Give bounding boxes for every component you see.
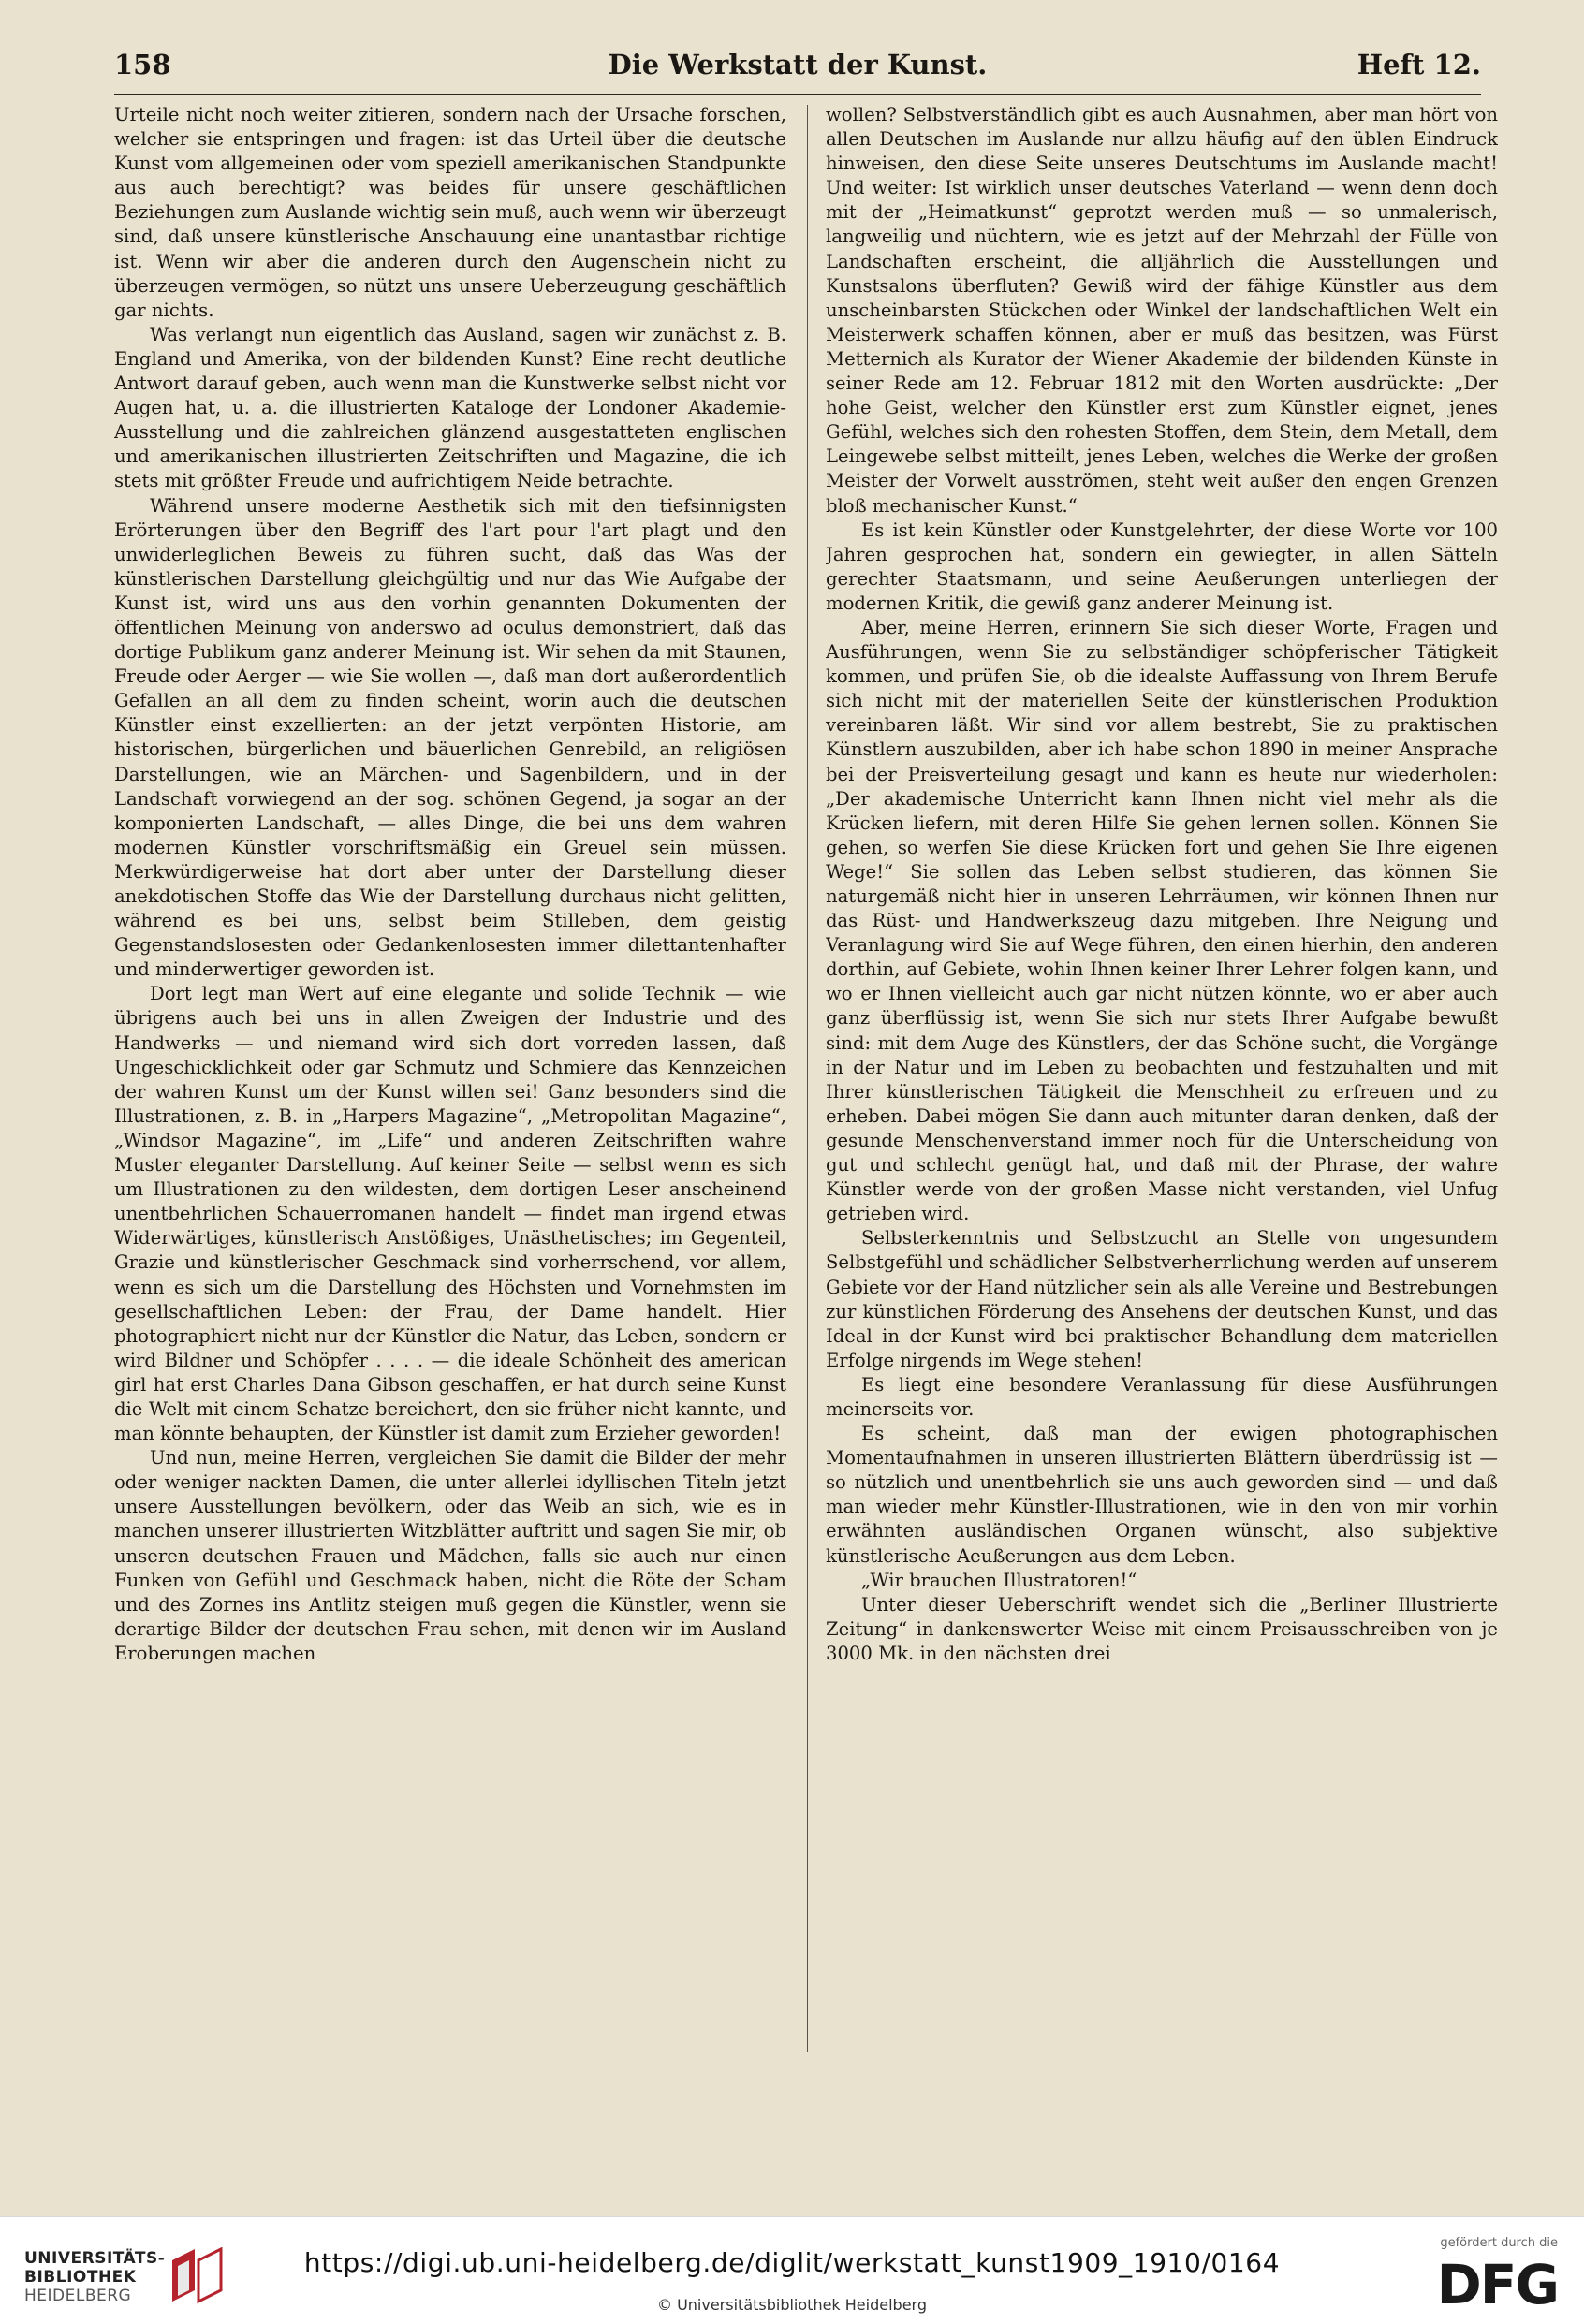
right-text-column xyxy=(826,103,1498,2059)
issue-label: Heft 12. xyxy=(1357,49,1481,80)
left-text-column xyxy=(114,103,786,2059)
paragraph: Dort legt man Wert auf eine elegante und solide Technik — wie übrigens auch bei uns in allen Zweigen der Industrie und des Handwerks — und niemand wird sich dort vorreden lassen, daß Ungeschicklichkeit oder gar Schmutz und Schmiere das Kennzeichen der wahren Kunst um der Kunst willen sei! Ganz besonders sind die Illustrationen, z. B. in „Harpers Magazine“, „Metropolitan Magazine“, „Windsor Magazine“, im „Life“ und anderen Zeitschriften wahre Muster eleganter Darstellung. Auf keiner Seite — selbst wenn es sich um Illustrationen zu den wildesten, dem dortigen Leser anscheinend unentbehrlichen Schauerromanen handelt — findet man irgend etwas Widerwärtiges, künstlerisch Anstößiges, Unästhetisches; im Gegenteil, Grazie und künstlerischer Geschmack sind vorherrschend, vor allem, wenn es sich um die Darstellung des Höchsten und Vornehmsten im gesellschaftlichen Leben: der Frau, der Dame handelt. Hier photographiert nicht nur der Künstler die Natur, das Leben, sondern er wird Bildner und Schöpfer . . . . — die ideale Schönheit des american girl hat erst Charles Dana Gibson geschaffen, er hat durch seine Kunst die Welt mit einem Schatze bereichert, den sie früher nicht kannte, und man könnte behaupten, der Künstler ist damit zum Erzieher geworden! xyxy=(114,983,786,1445)
library-name-line: BIBLIOTHEK xyxy=(24,2268,137,2287)
paragraph: Es liegt eine besondere Veranlassung für diese Ausführungen meinerseits vor. xyxy=(826,1373,1498,1420)
running-head xyxy=(114,43,1481,90)
paragraph: Während unsere moderne Aesthetik sich mit den tiefsinnigsten Erörterungen über den Begriff des l'art pour l'art plagt und den unwiderleglichen Beweis zu führen sucht, daß das Was der künstlerischen Darstellung gleichgültig und nur das Wie Aufgabe der Kunst ist, wird uns aus den vorhin genannten Dokumenten der öffentlichen Meinung von anderswo ad oculus demonstriert, daß das dortige Publikum ganz anderer Meinung ist. Wir sehen da mit Staunen, Freude oder Aerger — wie Sie wollen —, daß man dort außerordentlich Gefallen an all dem zu finden scheint, worin auch die deutschen Künstler einst exzellierten: an der jetzt verpönten Historie, am historischen, bürgerlichen und bäuerlichen Genrebild, an religiösen Darstellungen, wie an Märchen- und Sagenbildern, und in der Landschaft vorwiegend an der sog. schönen Gegend, ja sogar an der komponierten Landschaft, — alles Dinge, die bei uns dem wahren modernen Künstler vorschriftsmäßig ein Greuel sein müssen. Merkwürdigerweise hat dort aber unter der Darstellung dieser anekdotischen Stoffe das Wie der Darstellung durchaus nicht gelitten, während es bei uns, selbst beim Stilleben, dem geistig Gegenstandslosesten oder Gedankenlosesten immer dilettantenhafter und minderwertiger geworden ist. xyxy=(114,494,786,981)
viewer-footer xyxy=(0,2216,1584,2324)
funder-block[interactable] xyxy=(1408,2236,1558,2315)
paragraph: Aber, meine Herren, erinnern Sie sich dieser Worte, Fragen und Ausführungen, wenn Sie zu selbständiger schöpferischer Tätigkeit kommen, und prüfen Sie, ob die idealste Auffassung von Ihrem Berufe sich nicht mit der materiellen Seite der künstlerischen Produktion vereinbaren läßt. Wir sind vor allem bestrebt, Sie zu praktischen Künstlern auszubilden, aber ich habe schon 1890 in meiner Ansprache bei der Preisverteilung gesagt und kann es heute nur wiederholen: „Der akademische Unterricht kann Ihnen nicht viel mehr als die Krücken liefern, mit deren Hilfe Sie gehen lernen sollen. Können Sie gehen, so werfen Sie diese Krücken fort und gehen Sie Ihre eigenen Wege!“ Sie sollen das Leben selbst studieren, das können Sie naturgemäß nicht hier in unseren Lehrräumen, wir können Ihnen nur das Rüst- und Handwerkszeug dazu mitgeben. Ihre Neigung und Veranlagung wird Sie auf Wege führen, den einen hierhin, den anderen dorthin, auf Gebiete, wohin Ihnen keiner Ihrer Lehrer folgen kann, und wo er Ihnen vielleicht auch gar nicht nützen könnte, wo er aber auch ganz überflüssig ist, wenn Sie sich nur stets Ihrer Aufgabe bewußt sind: mit dem Auge des Künstlers, der das Schöne sucht, die Vorgänge in der Natur und im Leben zu beobachten und festzuhalten und mit Ihrer künstlerischen Tätigkeit die Menschheit zu erfreuen und zu erheben. Dabei mögen Sie dann auch mitunter daran denken, daß der gesunde Menschenverstand immer noch für die Unterscheidung von gut und schlecht genügt hat, und daß mit der Phrase, der wahre Künstler werde von der großen Masse nicht verstanden, viel Unfug getrieben wird. xyxy=(826,616,1498,1225)
library-city: HEIDELBERG xyxy=(24,2287,132,2305)
paragraph: Unter dieser Ueberschrift wendet sich die „Berliner Illustrierte Zeitung“ in dankenswerter Weise mit einem Preisausschreiben von je 3000 Mk. in den nächsten drei xyxy=(826,1593,1498,1664)
paragraph: Was verlangt nun eigentlich das Ausland, sagen wir zunächst z. B. England und Amerika, von der bildenden Kunst? Eine recht deutliche Antwort darauf geben, auch wenn man die Kunstwerke selbst nicht vor Augen hat, u. a. die illustrierten Kataloge der Londoner Akademie-Ausstellung und die zahlreichen glänzend ausgestatteten englischen und amerikanischen illustrierten Zeitschriften und Magazine, die ich stets mit größter Freude und aufrichtigem Neide betrachte. xyxy=(114,323,786,492)
copyright-notice: © Universitätsbibliothek Heidelberg xyxy=(656,2296,927,2314)
paragraph: Und nun, meine Herren, vergleichen Sie damit die Bilder der mehr oder weniger nackten Damen, die unter allerlei idyllischen Titeln jetzt unsere Ausstellungen bevölkern, oder das Weib an sich, wie es in manchen unserer illustrierten Witzblätter auftritt und sagen Sie mir, ob unseren deutschen Frauen und Mädchen, falls sie auch nur einen Funken von Gefühl und Geschmack haben, nicht die Röte der Scham und des Zornes ins Antlitz steigen muß gegen die Künstler, wenn sie derartige Bilder der deutschen Frau sehen, mit denen wir im Ausland Eroberungen machen xyxy=(114,1447,786,1664)
paragraph: wollen? Selbstverständlich gibt es auch Ausnahmen, aber man hört von allen Deutschen im Auslande nur allzu häufig auf den üblen Eindruck hinweisen, den diese Seite unseres Deutschtums im Auslande macht! Und weiter: Ist wirklich unser deutsches Vaterland — wenn denn doch mit der „Heimatkunst“ geprotzt werden muß — so unmalerisch, langweilig und nüchtern, wie es jetzt auf der Mehrzahl der Fülle von Landschaften erscheint, die alljährlich die Ausstellungen und Kunstsalons überfluten? Gewiß wird der fähige Künstler aus dem unscheinbarsten Stückchen oder Winkel der landschaftlichen Welt ein Meisterwerk schaffen können, aber er muß das besitzen, was Fürst Metternich als Kurator der Wiener Akademie der bildenden Künste in seiner Rede am 12. Februar 1812 mit den Worten ausdrückte: „Der hohe Geist, welcher den Künstler erst zum Künstler eignet, jenes Gefühl, welches sich den rohesten Stoffen, dem Stein, dem Metall, dem Leingewebe selbst mitteilt, jenes Leben, welches die Werke der großen Meister der Vorwelt ausströmen, steht weit außer den engen Grenzen bloß mechanischer Kunst.“ xyxy=(826,104,1498,517)
dfg-logo-icon: DFG xyxy=(1436,2253,1558,2317)
paragraph: Es scheint, daß man der ewigen photographischen Momentaufnahmen in unseren illustrierten Blättern überdrüssig ist — so nützlich und unentbehrlich sie uns auch geworden sind — und daß man wieder mehr Künstler-Illustrationen, wie in den von mir vorhin erwähnten ausländischen Organen wünscht, also subjektive künstlerische Aeußerungen aus dem Leben. xyxy=(826,1423,1498,1567)
header-rule xyxy=(114,94,1481,95)
permalink-url[interactable]: https://digi.ub.uni-heidelberg.de/diglit/werkstatt_kunst1909_1910/0164 xyxy=(303,2247,1281,2278)
library-name-line: UNIVERSITÄTS- xyxy=(24,2249,166,2268)
paragraph: Urteile nicht noch weiter zitieren, sondern nach der Ursache forschen, welcher sie entspringen und fragen: ist das Urteil über die deutsche Kunst vom allgemeinen oder vom speziell amerikanischen Standpunkte aus auch berechtigt? was beides für unsere geschäftlichen Beziehungen zum Auslande wichtig sein muß, auch wenn wir überzeugt sind, daß unsere künstlerische Anschauung eine unantastbar richtige ist. Wenn wir aber die anderen durch den Augenschein nicht zu überzeugen vermögen, so nützt uns unsere Ueberzeugung geschäftlich gar nichts. xyxy=(114,104,786,321)
page-number: 158 xyxy=(114,49,171,80)
paragraph: „Wir brauchen Illustratoren!“ xyxy=(861,1569,1137,1591)
paragraph: Selbsterkenntnis und Selbstzucht an Stelle von ungesundem Selbstgefühl und schädlicher Selbstverherrlichung werden auf unserem Gebiete vor der Hand nützlicher sein als alle Vereine und Bestrebungen zur künstlichen Förderung des Ansehens der deutschen Kunst, und das Ideal in der Kunst wird bei praktischer Behandlung dem materiellen Erfolge nirgends im Wege stehen! xyxy=(826,1227,1498,1371)
column-divider xyxy=(807,105,808,2052)
paragraph: Es ist kein Künstler oder Kunstgelehrter, der diese Worte vor 100 Jahren gesprochen hat, sondern ein gewiegter, in allen Sätteln gerechter Staatsmann, und seine Aeußerungen unterliegen der modernen Kritik, die gewiß ganz anderer Meinung ist. xyxy=(826,519,1498,614)
funder-note: gefördert durch die xyxy=(1440,2236,1558,2250)
journal-title: Die Werkstatt der Kunst. xyxy=(608,49,988,80)
